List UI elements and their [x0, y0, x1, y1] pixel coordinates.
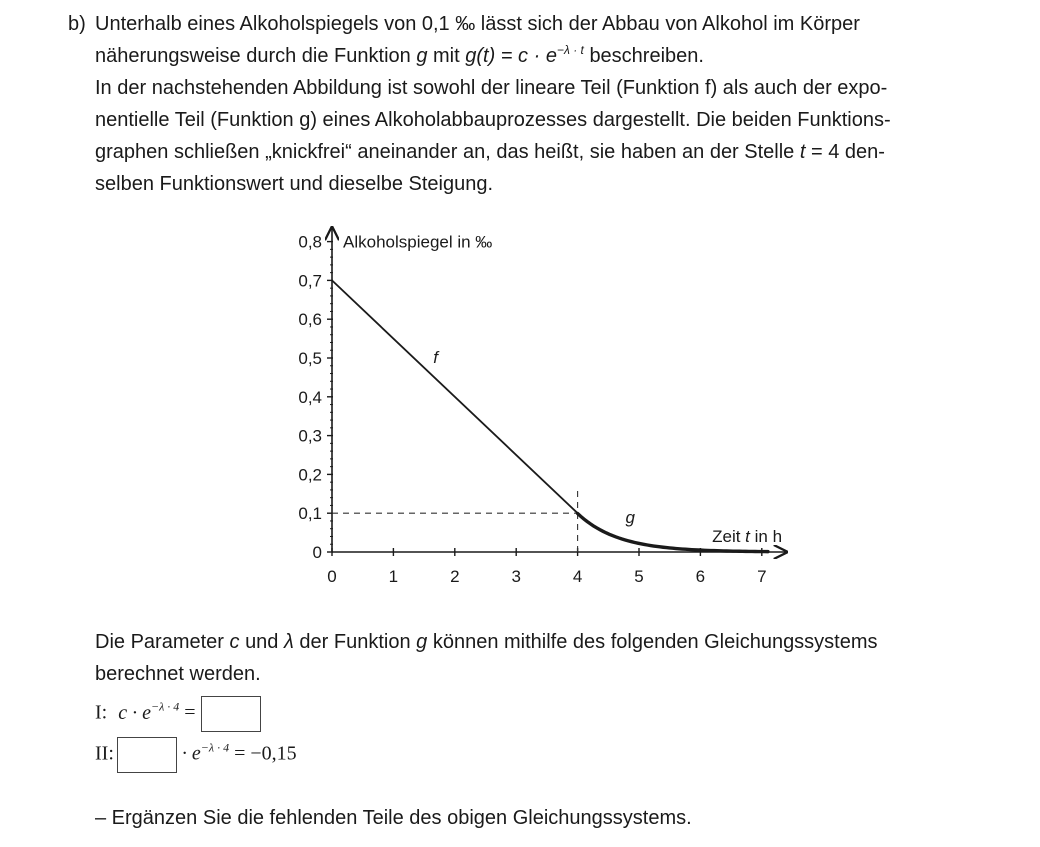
alcohol-level-chart: [270, 212, 810, 592]
series-f-label: f: [433, 348, 439, 367]
y-axis-label: Alkoholspiegel in ‰: [343, 232, 493, 252]
x-tick-label: 2: [450, 567, 460, 586]
intro-line-5-text: graphen schließen „knickfrei“ aneinander an, das heißt, sie haben an der Stelle: [95, 141, 795, 163]
intro-line-6: selben Funktionswert und dieselbe Steigung.: [95, 173, 494, 195]
x-tick-label: 5: [634, 567, 644, 586]
question-text-und: und: [245, 631, 279, 653]
equation-1-label: I:: [95, 701, 108, 724]
equation-2-mid: · e: [181, 742, 201, 765]
question-text-a: Die Parameter: [95, 631, 224, 653]
x-tick-label: 4: [572, 567, 583, 586]
question-text-end: können mithilfe des folgenden Gleichungssystems: [432, 631, 878, 653]
intro-line-4: nentielle Teil (Funktion g) eines Alkoholabbauprozesses dargestellt. Die beiden Funktions-: [95, 109, 891, 131]
y-tick-label: 0,1: [298, 504, 322, 524]
intro-line-5-end: = 4 den-: [811, 141, 885, 163]
y-tick-label: 0,7: [298, 271, 322, 291]
function-g-formula: g(t) = c · e: [465, 45, 557, 67]
intro-paragraph: [95, 8, 891, 200]
series-f-line: [332, 280, 578, 513]
series-g-label: g: [625, 507, 635, 527]
y-tick-label: 0,2: [298, 465, 322, 485]
x-tick-label: 1: [388, 567, 399, 586]
intro-line-2-text: näherungsweise durch die Funktion: [95, 45, 411, 67]
x-tick-label: 3: [511, 567, 521, 586]
equation-2: [95, 737, 297, 773]
y-tick-label: 0: [312, 543, 322, 562]
equation-2-exponent: −λ · 4: [200, 740, 230, 755]
y-tick-label: 0,5: [298, 349, 322, 368]
intro-line-3: In der nachstehenden Abbildung ist sowohl der lineare Teil (Funktion f) als auch der expo-: [95, 77, 888, 99]
equation-1-answer-box[interactable]: [201, 696, 261, 732]
function-g-symbol: g: [416, 45, 428, 67]
question-line-1: [95, 626, 878, 658]
intro-line-5: [95, 136, 891, 168]
equation-1-lhs: c · e: [118, 701, 151, 724]
x-tick-label: 6: [695, 567, 706, 586]
intro-line-2-mit: mit: [433, 45, 460, 67]
part-label: b): [68, 13, 86, 35]
function-g-ref: g: [416, 631, 428, 653]
equation-2-label: II:: [95, 742, 114, 765]
intro-line-2: [95, 40, 891, 72]
parameter-c: c: [229, 631, 240, 653]
x-tick-label: 7: [757, 567, 767, 586]
equation-1: [95, 696, 261, 732]
x-tick-label: 0: [327, 567, 337, 586]
equation-1-exponent: −λ · 4: [150, 699, 180, 714]
intro-line-1: Unterhalb eines Alkoholspiegels von 0,1 ‰ lässt sich der Abbau von Alkohol im Körper: [95, 13, 860, 35]
question-line-2: berechnet werden.: [95, 663, 261, 685]
function-g-exponent: −λ · t: [556, 43, 584, 57]
question-paragraph: [95, 626, 878, 690]
question-text-b: der Funktion: [299, 631, 411, 653]
y-tick-label: 0,6: [298, 310, 322, 330]
y-tick-label: 0,4: [298, 387, 322, 407]
intro-line-2-end: beschreiben.: [589, 45, 704, 67]
equation-1-equals: =: [184, 701, 196, 724]
variable-t: t: [799, 141, 806, 163]
x-axis-label: Zeit t in h: [712, 527, 783, 546]
equation-2-rhs: = −0,15: [234, 742, 297, 765]
equation-2-answer-box[interactable]: [117, 737, 177, 773]
task-instruction: – Ergänzen Sie die fehlenden Teile des obigen Gleichungssystems.: [95, 807, 692, 829]
y-tick-label: 0,8: [298, 232, 322, 252]
y-tick-label: 0,3: [298, 426, 322, 446]
parameter-lambda: λ: [284, 631, 294, 653]
